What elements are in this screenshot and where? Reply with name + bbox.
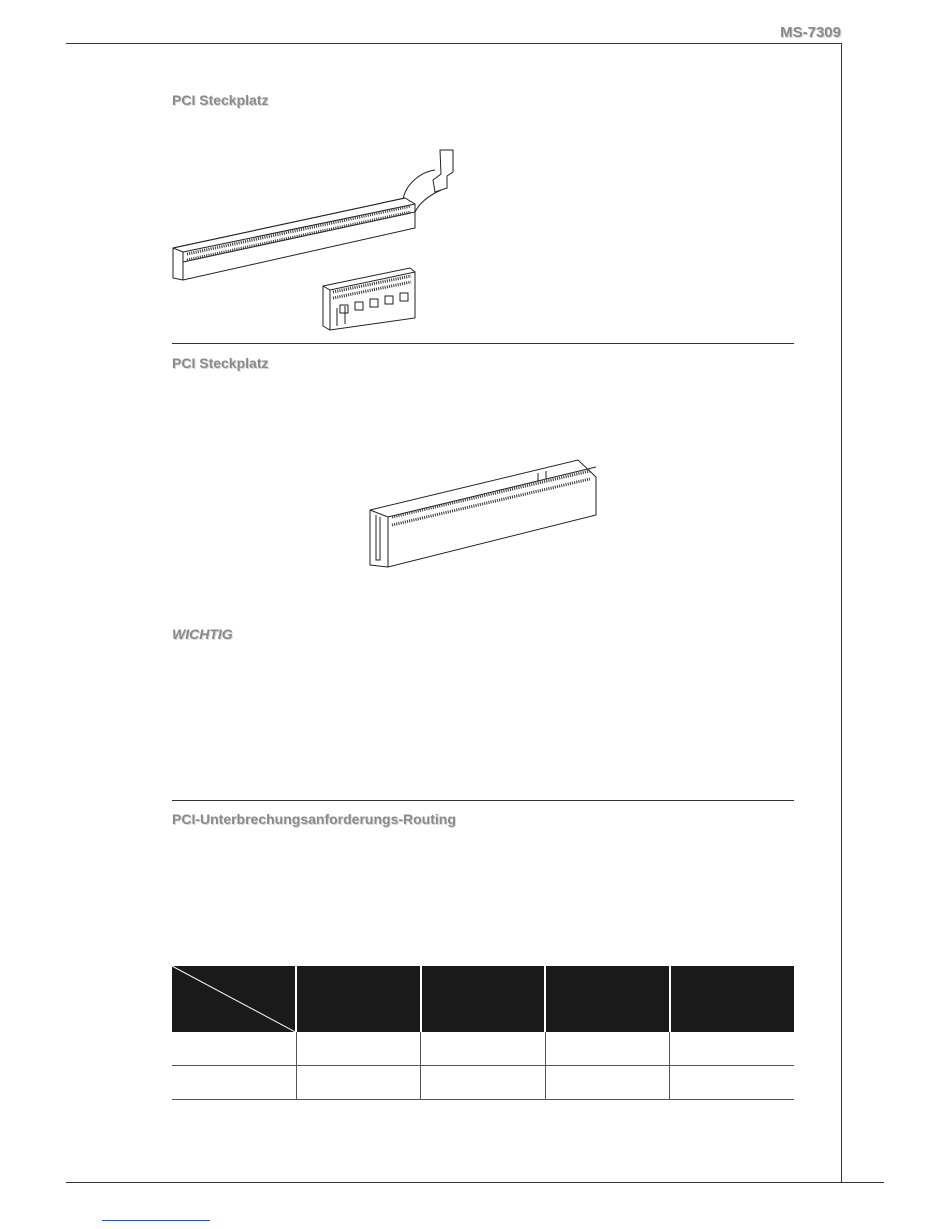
table-header-cell bbox=[545, 966, 669, 1032]
irq-routing-heading: PCI-Unterbrechungsanforderungs-Routing bbox=[172, 811, 456, 827]
table-cell bbox=[296, 1066, 420, 1100]
table-row bbox=[172, 1032, 794, 1066]
table-header-cell bbox=[421, 966, 545, 1032]
section-rule-1 bbox=[172, 343, 794, 344]
pci-slot-heading-1: PCI Steckplatz bbox=[172, 92, 269, 108]
page-link-underline[interactable] bbox=[102, 1220, 210, 1221]
pci-slot-illustration bbox=[368, 455, 600, 580]
table-header-cell bbox=[670, 966, 794, 1032]
table-cell bbox=[670, 1066, 794, 1100]
footer-rule bbox=[66, 1182, 884, 1183]
model-label: MS-7309 bbox=[780, 24, 841, 41]
pcie-slot-illustration bbox=[165, 140, 475, 335]
table-cell bbox=[545, 1066, 669, 1100]
table-row bbox=[172, 1066, 794, 1100]
table-cell bbox=[296, 1032, 420, 1066]
diagonal-divider bbox=[172, 966, 295, 1032]
table-header-corner bbox=[172, 966, 296, 1032]
table-cell bbox=[172, 1066, 296, 1100]
table-cell bbox=[172, 1032, 296, 1066]
side-rule bbox=[841, 43, 842, 1183]
table-cell bbox=[421, 1032, 545, 1066]
header-rule bbox=[66, 43, 841, 44]
table-cell bbox=[545, 1032, 669, 1066]
irq-routing-table bbox=[172, 966, 794, 1100]
important-heading: WICHTIG bbox=[172, 626, 233, 642]
section-rule-2 bbox=[172, 800, 794, 801]
table-header-row bbox=[172, 966, 794, 1032]
pci-slot-heading-2: PCI Steckplatz bbox=[172, 355, 269, 371]
table-cell bbox=[421, 1066, 545, 1100]
table-cell bbox=[670, 1032, 794, 1066]
table-header-cell bbox=[296, 966, 420, 1032]
